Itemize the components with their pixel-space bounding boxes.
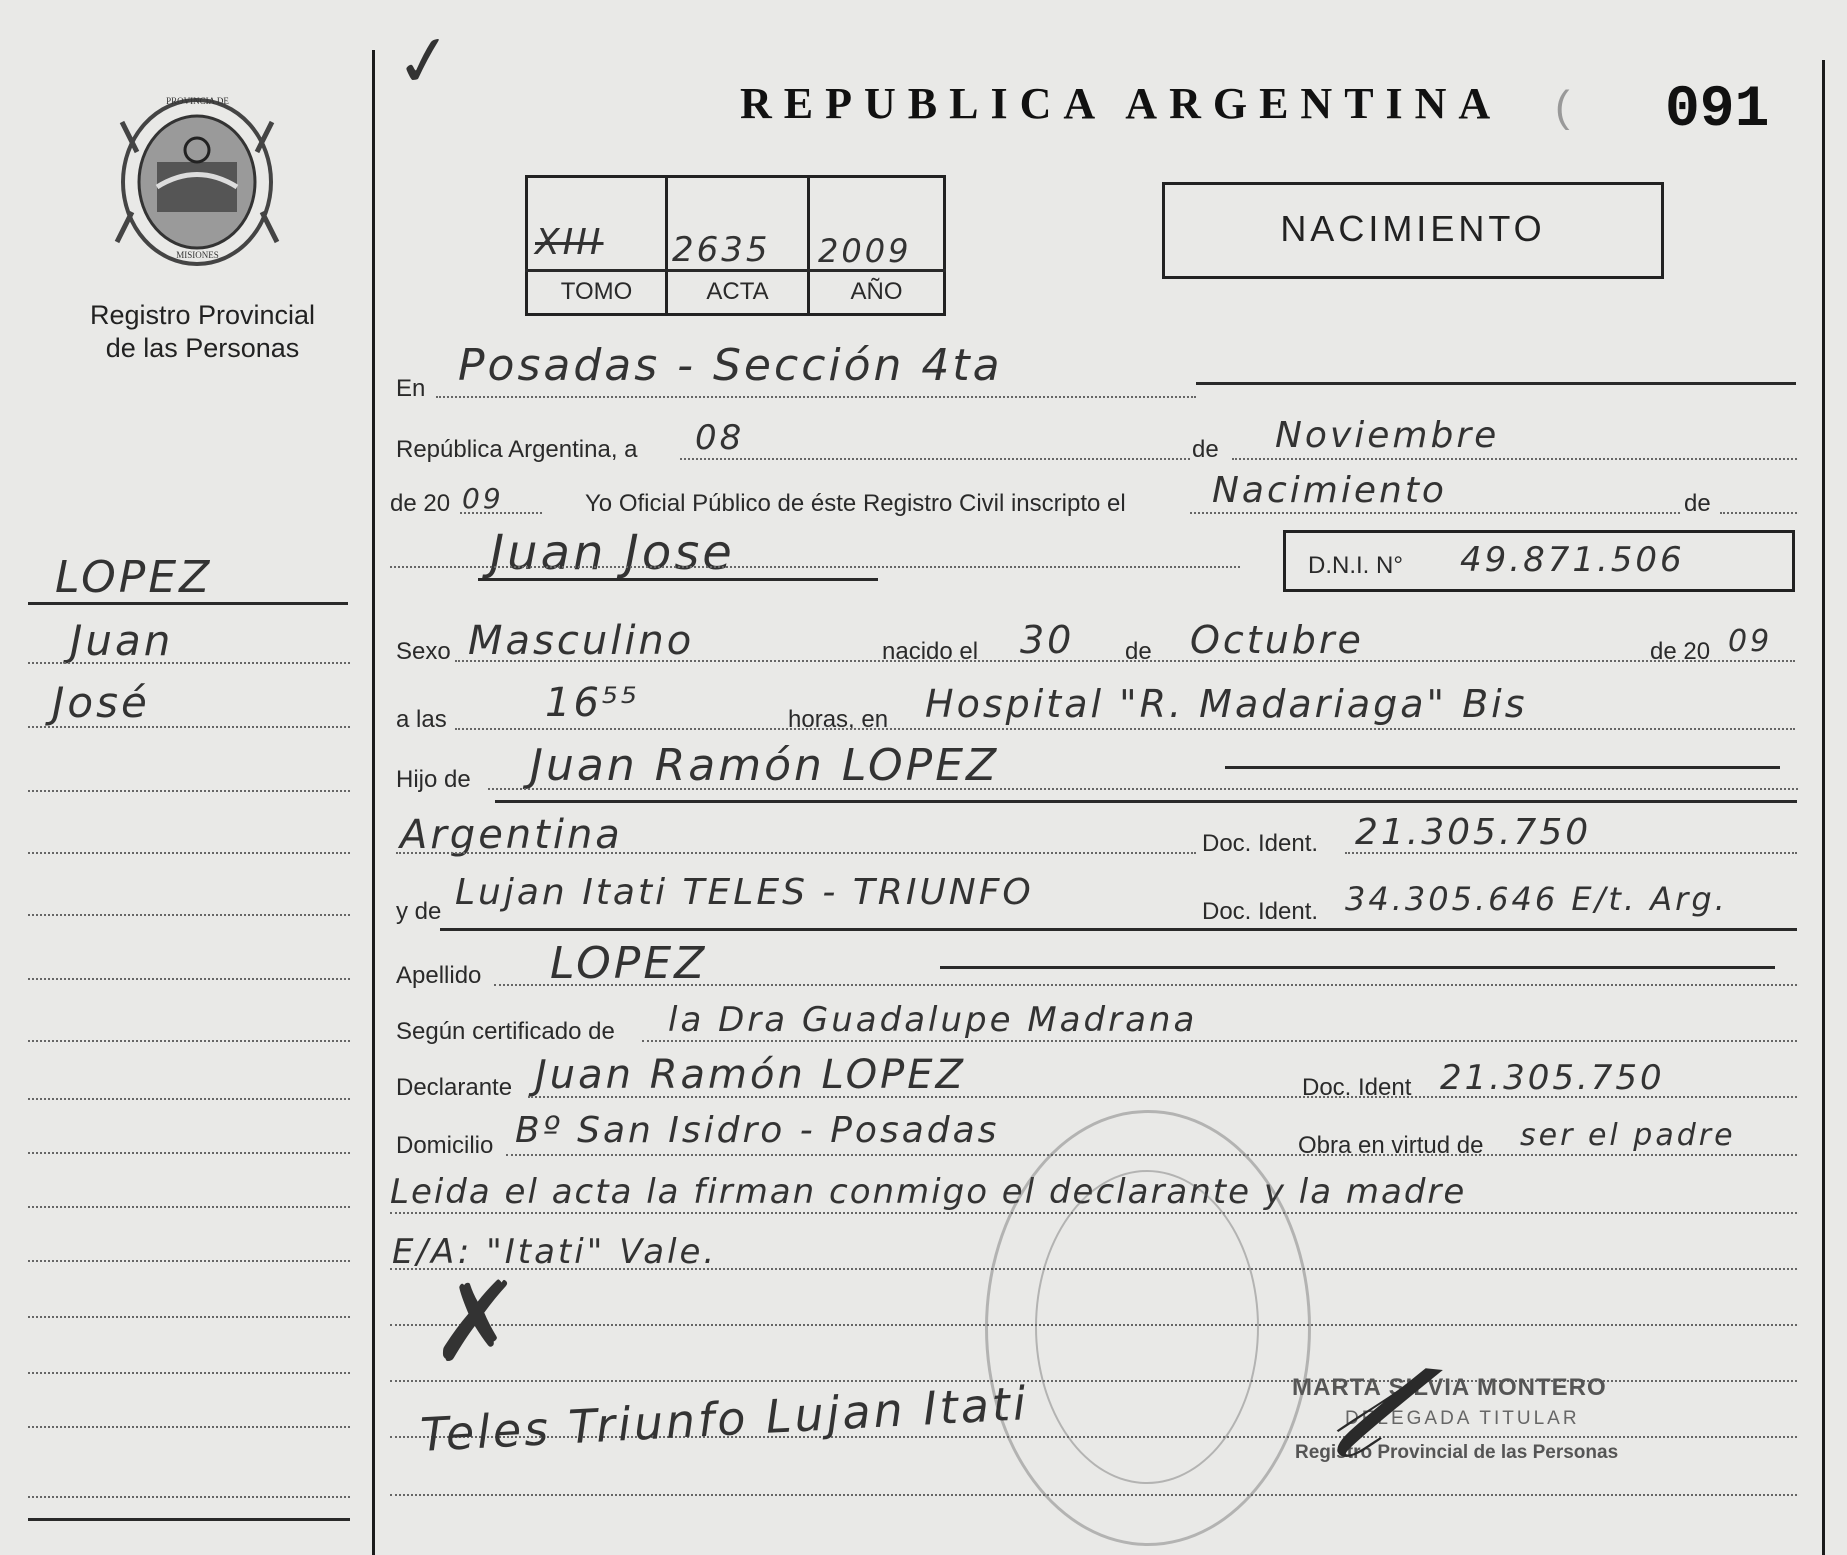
hour-value: 16⁵⁵ [545,680,640,726]
year-prefix: de 20 [390,490,451,517]
acto-value: Nacimiento [1212,470,1447,511]
dni-label: D.N.I. N° [1308,552,1403,579]
hijo-label: Hijo de [396,766,471,793]
handwritten-signature: Teles Triunfo Lujan Itati [419,1376,1031,1462]
margin-given-1: Juan [70,616,174,665]
nacido-label: nacido el [882,638,979,665]
domicilio-label: Domicilio [396,1132,494,1159]
seal-bottom-text: MISIONES [176,250,219,260]
domicilio-value: Bº San Isidro - Posadas [515,1110,1000,1151]
declarante-doc-value: 21.305.750 [1440,1058,1665,1098]
de-label-2: de [1684,490,1711,517]
de-label-1: de [1192,436,1219,463]
mother-doc-value: 34.305.646 E/t. Arg. [1345,880,1728,918]
registry-name-line2: de las Personas [105,333,300,363]
obra-label: Obra en virtud de [1298,1132,1484,1159]
margin-surname: LOPEZ [55,552,213,603]
year-value: 09 [462,482,504,515]
mother-value: Lujan Itati TELES - TRIUNFO [455,872,1034,913]
acta-label: ACTA [706,278,769,305]
header-bracket: ( [1555,82,1570,131]
de20-label: de 20 [1650,638,1711,665]
anio-value: 2009 [818,232,912,270]
sexo-label: Sexo [396,638,451,665]
obra-value: ser el padre [1520,1118,1736,1153]
doc-ident-label-2: Doc. Ident. [1202,898,1319,925]
registrar-signature: 𝓁 [1320,1316,1403,1498]
apellido-label: Apellido [396,962,482,989]
birth-day-value: 30 [1020,618,1075,662]
anio-label: AÑO [850,278,903,305]
birth-month-value: Octubre [1190,618,1364,662]
registrar-role: DELEGADA TITULAR [1345,1408,1580,1429]
doc-ident-label-1: Doc. Ident. [1202,830,1319,857]
father-value: Juan Ramón LOPEZ [530,740,1000,791]
segun-value: la Dra Guadalupe Madrana [668,1000,1198,1040]
yde-label: y de [396,898,442,925]
alas-label: a las [396,706,447,733]
apellido-value: LOPEZ [550,938,708,989]
dni-value: 49.871.506 [1460,540,1685,580]
document-number: 091 [1665,78,1770,143]
tomo-label: TOMO [560,278,633,305]
handwritten-mark: ✗ [430,1258,526,1386]
sexo-value: Masculino [468,618,695,664]
en-value: Posadas - Sección 4ta [458,340,1003,391]
father-nationality: Argentina [400,812,623,858]
margin-check-mark: ✓ [389,16,463,106]
republica-label: República Argentina, a [396,436,638,463]
leida-line: Leida el acta la firman conmigo el declarante y la madre [390,1172,1467,1212]
en-label: En [396,375,426,402]
month-value: Noviembre [1275,415,1500,456]
left-border [372,50,375,1555]
country-title: REPUBLICA ARGENTINA [740,79,1503,128]
acta-value: 2635 [672,230,771,270]
birth-year-value: 09 [1728,624,1773,659]
day-value: 08 [695,418,745,458]
registry-name-line1: Registro Provincial [89,300,316,330]
right-border [1822,60,1825,1555]
declarante-label: Declarante [396,1074,513,1101]
segun-label: Según certificado de [396,1018,615,1045]
margin-surname-rule [28,602,348,605]
province-seal [112,92,282,272]
registrar-name: MARTA SILVIA MONTERO [1292,1374,1607,1401]
horas-label: horas, en [788,706,889,733]
ea-line: E/A: "Itati" Vale. [392,1232,718,1272]
de-label-3: de [1125,638,1152,665]
oficial-text: Yo Oficial Público de éste Registro Civil inscripto el [585,490,1126,517]
declarante-value: Juan Ramón LOPEZ [535,1052,966,1098]
doc-ident-label-3: Doc. Ident [1302,1074,1412,1101]
child-name-value: Juan Jose [490,525,735,581]
place-value: Hospital "R. Madariaga" Bis [925,682,1528,726]
seal-top-text: PROVINCIA DE [166,96,229,106]
father-doc-value: 21.305.750 [1355,812,1592,853]
tomo-value: XIII [535,222,604,263]
record-type-label: NACIMIENTO [1280,208,1546,249]
margin-given-2: José [52,678,150,727]
registrar-org: Registro Provincial de las Personas [1295,1442,1619,1463]
